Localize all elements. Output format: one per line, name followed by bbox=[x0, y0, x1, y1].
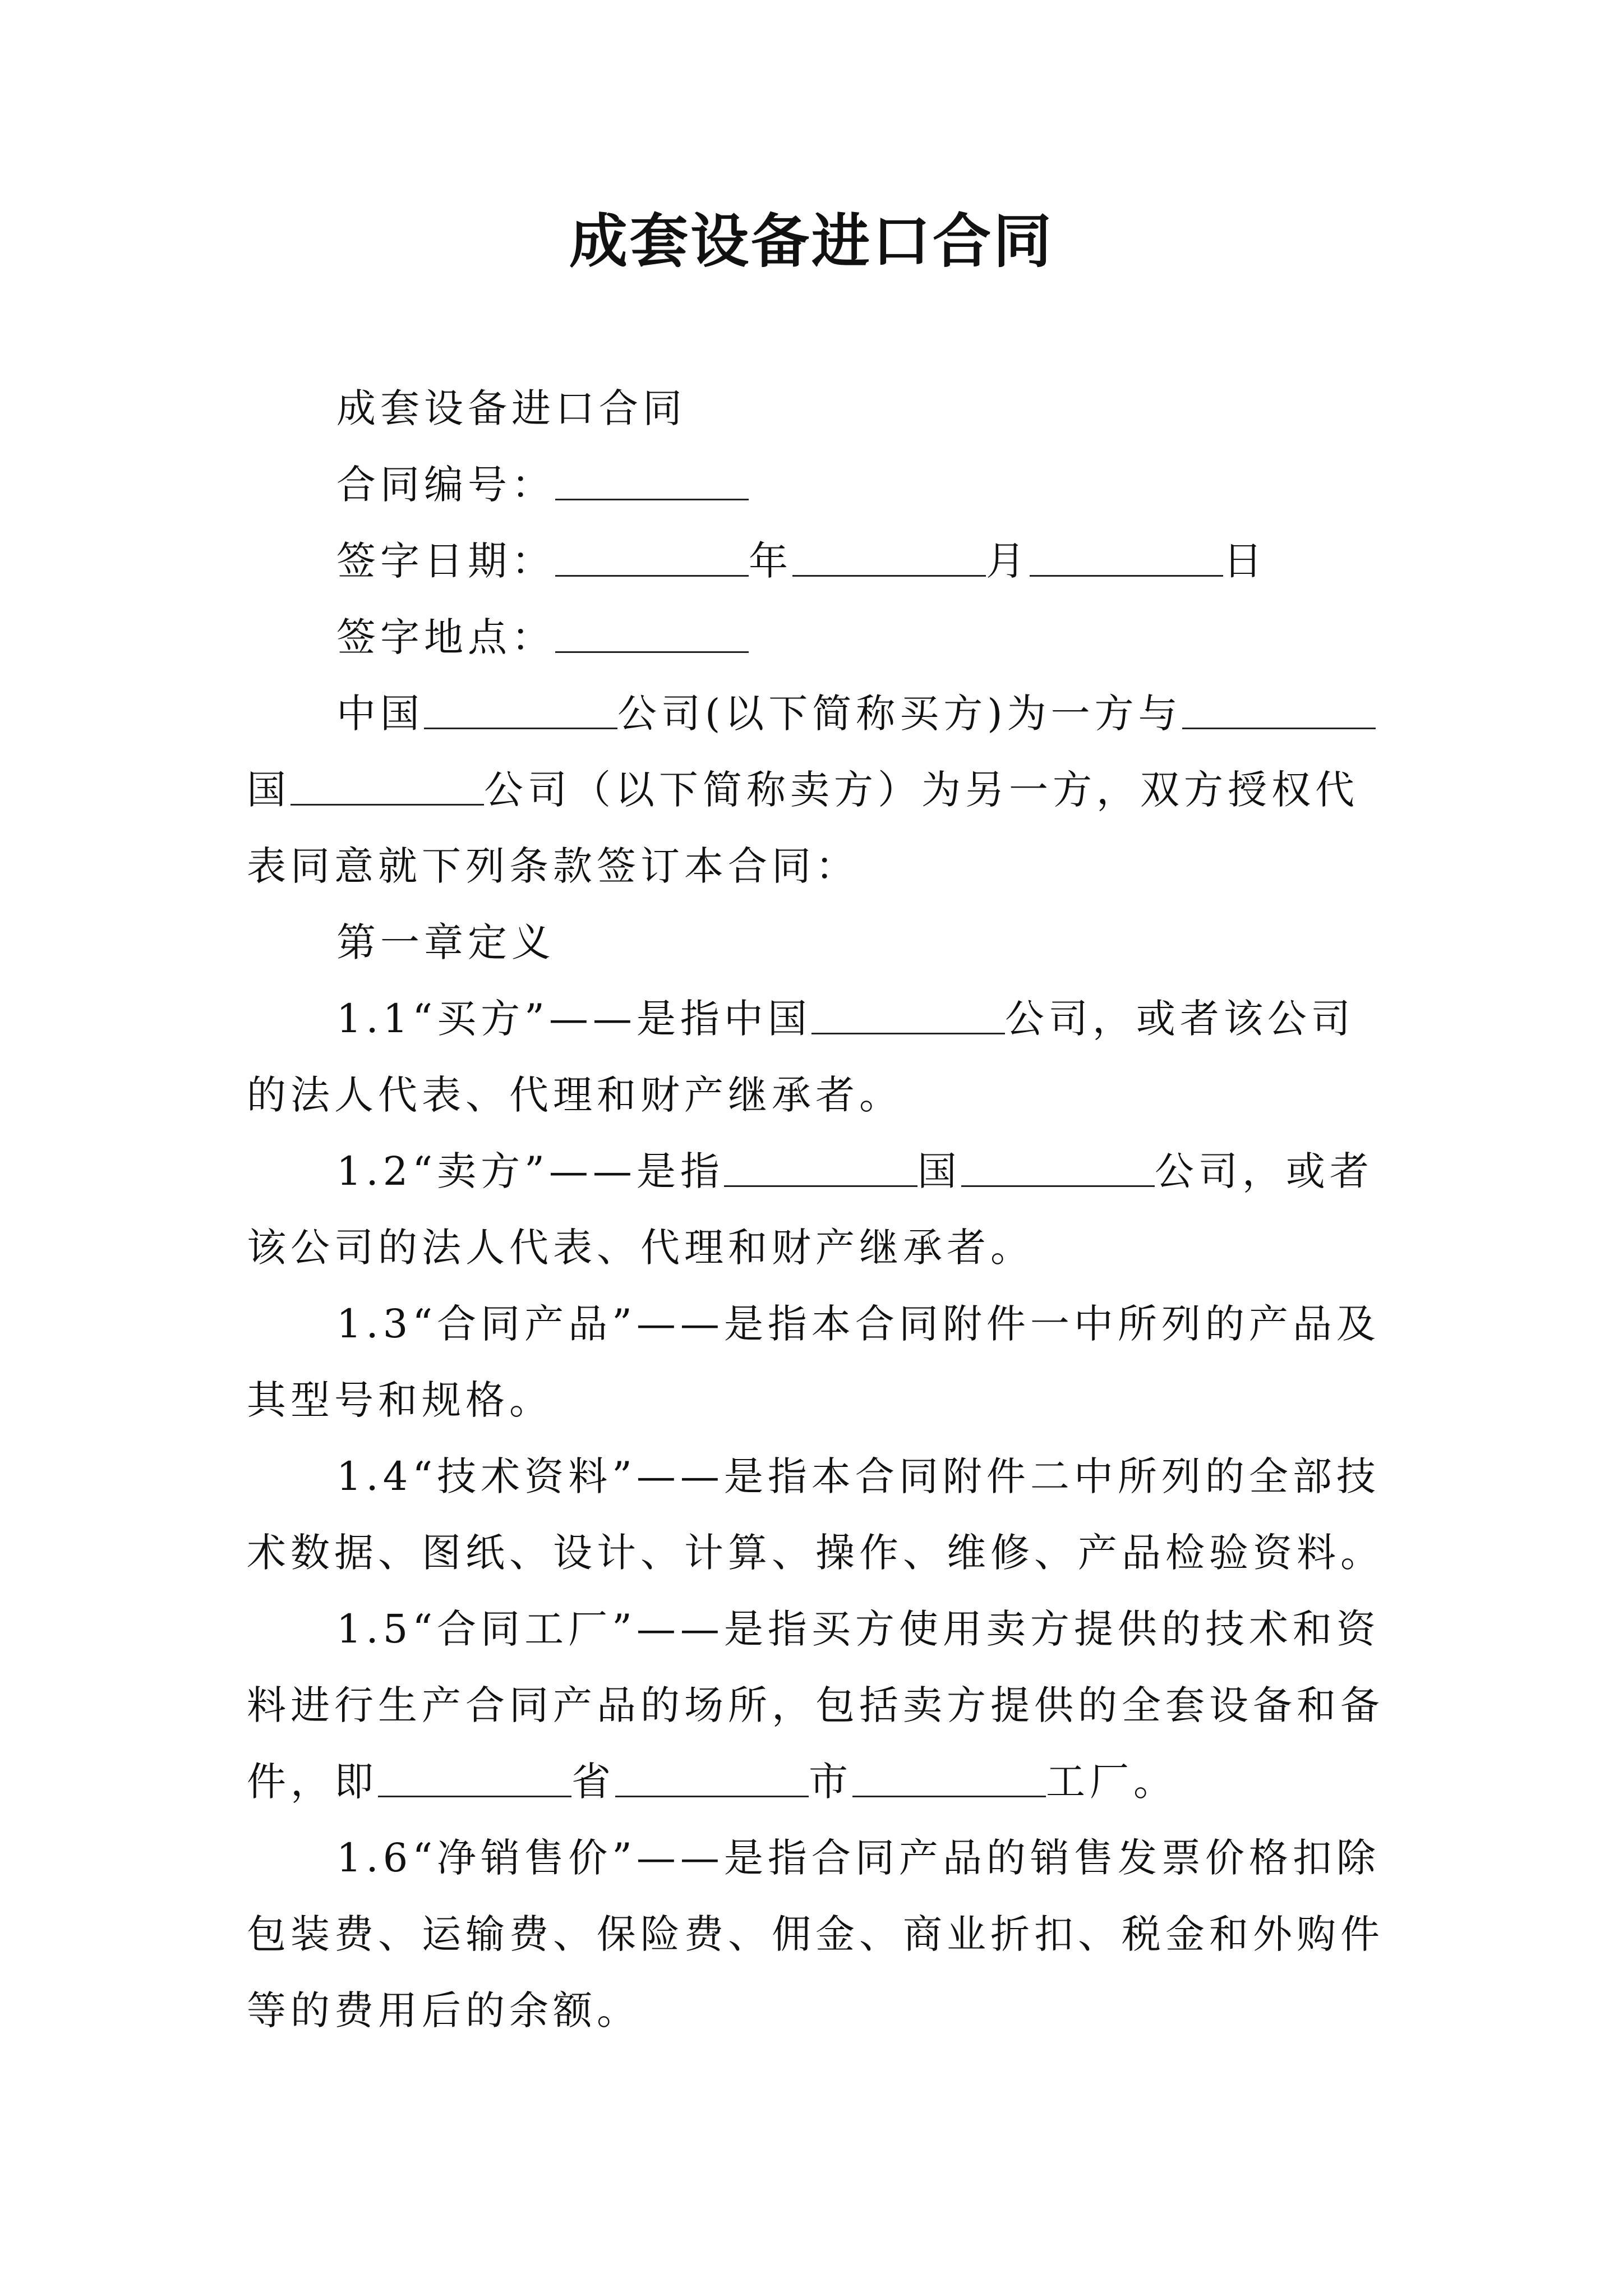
sign-place-line bbox=[247, 599, 1385, 675]
sign-place-label: 签字地点： bbox=[336, 614, 555, 660]
clause-1-2-text-c: 公司，或者该公司的法人代表、代理和财产继承者。 bbox=[247, 1148, 1373, 1271]
clause-1-1 bbox=[247, 981, 1385, 1133]
clause-1-6: 1.6“净销售价”——是指合同产品的销售发票价格扣除包装费、运输费、保险费、佣金、商业折扣、税金和外购件等的费用后的余额。 bbox=[247, 1835, 1384, 2033]
city-blank bbox=[615, 1760, 809, 1797]
clause-1-1-blank bbox=[811, 997, 1005, 1034]
clause-1-4: 1.4“技术资料”——是指本合同附件二中所列的全部技术数据、图纸、设计、计算、操作、维修、产品检验资料。 bbox=[247, 1453, 1384, 1576]
clause-1-5-text-b: 省 bbox=[571, 1759, 615, 1805]
intro-text-2: 公司(以下简称买方)为一方与 bbox=[617, 691, 1182, 737]
clause-1-5-text-c: 市 bbox=[809, 1759, 852, 1805]
sign-date-line bbox=[247, 523, 1385, 599]
month-label: 月 bbox=[986, 538, 1030, 584]
day-blank bbox=[1030, 540, 1223, 577]
sign-date-label: 签字日期： bbox=[336, 538, 555, 584]
clause-1-5 bbox=[247, 1591, 1385, 1820]
province-blank bbox=[378, 1760, 571, 1797]
clause-1-2-blank-1 bbox=[724, 1150, 917, 1187]
clause-1-3: 1.3“合同产品”——是指本合同附件一中所列的产品及其型号和规格。 bbox=[247, 1301, 1380, 1423]
clause-1-5-text-d: 工厂。 bbox=[1046, 1759, 1177, 1805]
document-body bbox=[247, 370, 1385, 2049]
year-blank bbox=[555, 540, 749, 577]
intro-text-4: 公司（以下简称卖方）为另一方，双方授权代表同意就下列条款签订本合同： bbox=[247, 767, 1359, 889]
clause-1-1-text-a: 1.1“买方”——是指中国 bbox=[336, 996, 811, 1042]
intro-text-1: 中国 bbox=[336, 691, 424, 737]
contract-number-line bbox=[247, 447, 1385, 523]
contract-heading: 成套设备进口合同 bbox=[336, 385, 686, 431]
clause-1-2-text-b: 国 bbox=[917, 1148, 961, 1194]
year-label: 年 bbox=[749, 538, 792, 584]
seller-country-blank bbox=[1182, 692, 1376, 729]
month-blank bbox=[792, 540, 986, 577]
contract-number-label: 合同编号： bbox=[336, 462, 555, 508]
factory-blank bbox=[852, 1760, 1046, 1797]
chapter-heading: 第一章定义 bbox=[336, 919, 555, 965]
clause-1-2-text-a: 1.2“卖方”——是指 bbox=[336, 1148, 724, 1194]
clause-1-1-text-b: 公司，或者该公司的法人代表、代理和财产继承者。 bbox=[247, 996, 1355, 1118]
day-label: 日 bbox=[1223, 538, 1267, 584]
seller-company-blank bbox=[291, 769, 484, 806]
clause-1-2 bbox=[247, 1133, 1385, 1286]
document-title: 成套设备进口合同 bbox=[569, 206, 1054, 275]
clause-1-5-text-a: 1.5“合同工厂”——是指买方使用卖方提供的技术和资料进行生产合同产品的场所，包括卖方提供的全套设备和备件，即 bbox=[247, 1606, 1384, 1805]
sign-place-blank bbox=[555, 616, 749, 653]
clause-1-2-blank-2 bbox=[961, 1150, 1155, 1187]
intro-text-3: 国 bbox=[247, 767, 291, 813]
intro-paragraph bbox=[247, 675, 1385, 904]
contract-number-blank bbox=[555, 463, 749, 500]
buyer-company-blank bbox=[424, 692, 617, 729]
